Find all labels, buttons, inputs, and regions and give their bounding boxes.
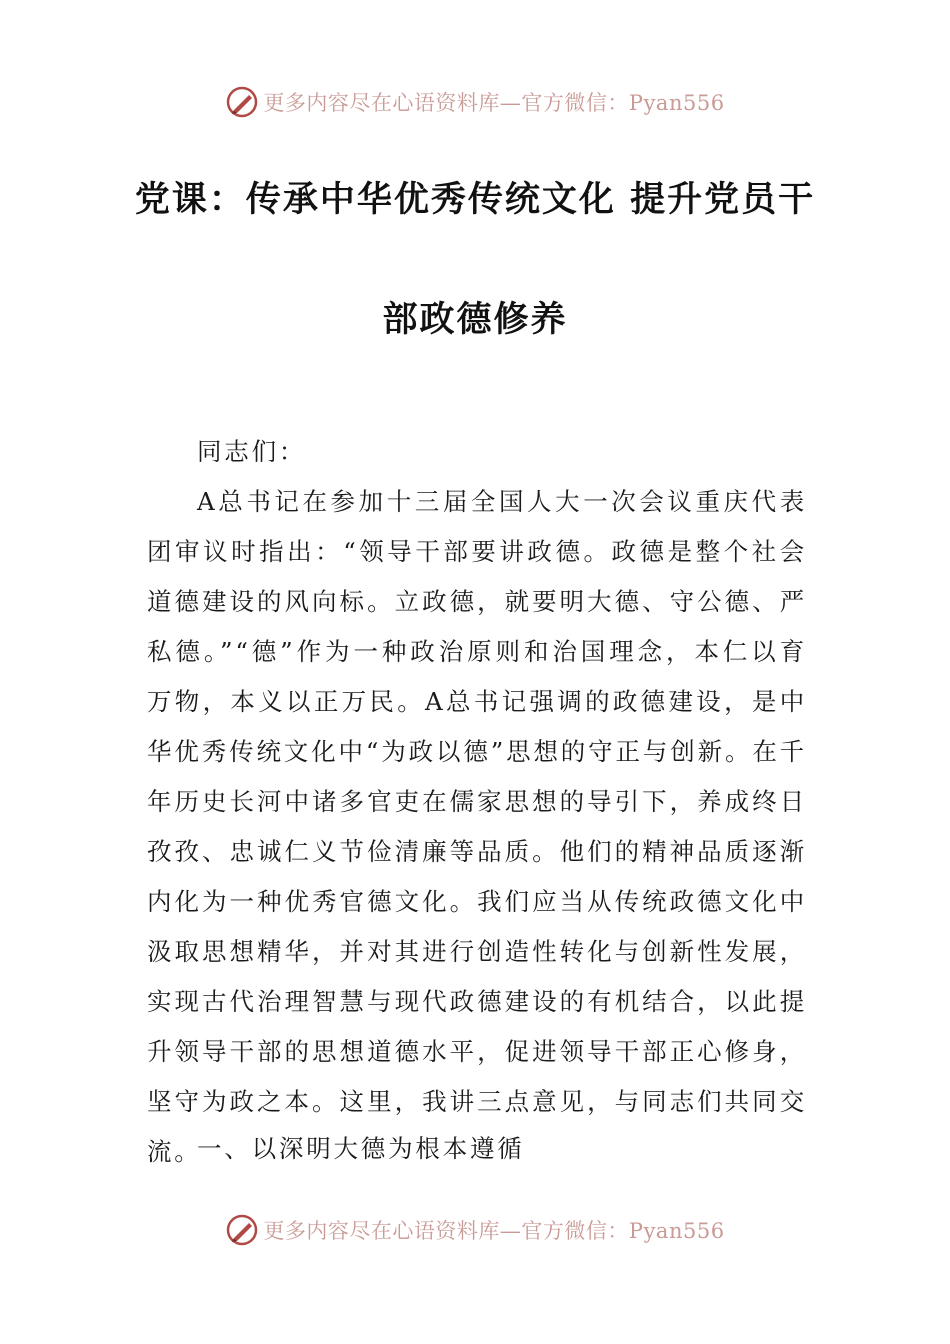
greeting: 同志们： <box>197 437 307 466</box>
watermark-text: 更多内容尽在心语资料库—官方微信：Pyan556 <box>263 91 725 115</box>
watermark-text: 更多内容尽在心语资料库—官方微信：Pyan556 <box>263 1219 725 1243</box>
watermark-header <box>0 82 950 122</box>
pen-logo-icon <box>225 85 259 119</box>
watermark-footer <box>0 1210 950 1250</box>
body-paragraph: A总书记在参加十三届全国人大一次会议重庆代表团审议时指出：“领导干部要讲政德。政德是整个社会道德建设的风向标。立政德，就要明大德、守公德、严私德。”“德”作为一种政治原则和治国理念，本仁以育万物，本义以正万民。A总书记强调的政德建设，是中华优秀传统文化中“为政以德”思想的守正与创新。在千年历史长河中诸多官吏在儒家思想的导引下，养成终日孜孜、忠诚仁义节俭清廉等品质。他们的精神品质逐渐内化为一种优秀官德文化。我们应当从传统政德文化中汲取思想精华，并对其进行创造性转化与创新性发展，实现古代治理智慧与现代政德建设的有机结合，以此提升领导干部的思想道德水平，促进领导干部正心修身，坚守为政之本。这里，我讲三点意见，与同志们共同交流。 <box>147 487 807 1166</box>
section-heading: 一、以深明大德为根本遵循 <box>197 1134 525 1163</box>
document-title-line-2: 部政德修养 <box>382 299 568 340</box>
pen-logo-icon <box>225 1213 259 1247</box>
document-title-line-1: 党课：传承中华优秀传统文化 提升党员干 <box>134 179 816 220</box>
